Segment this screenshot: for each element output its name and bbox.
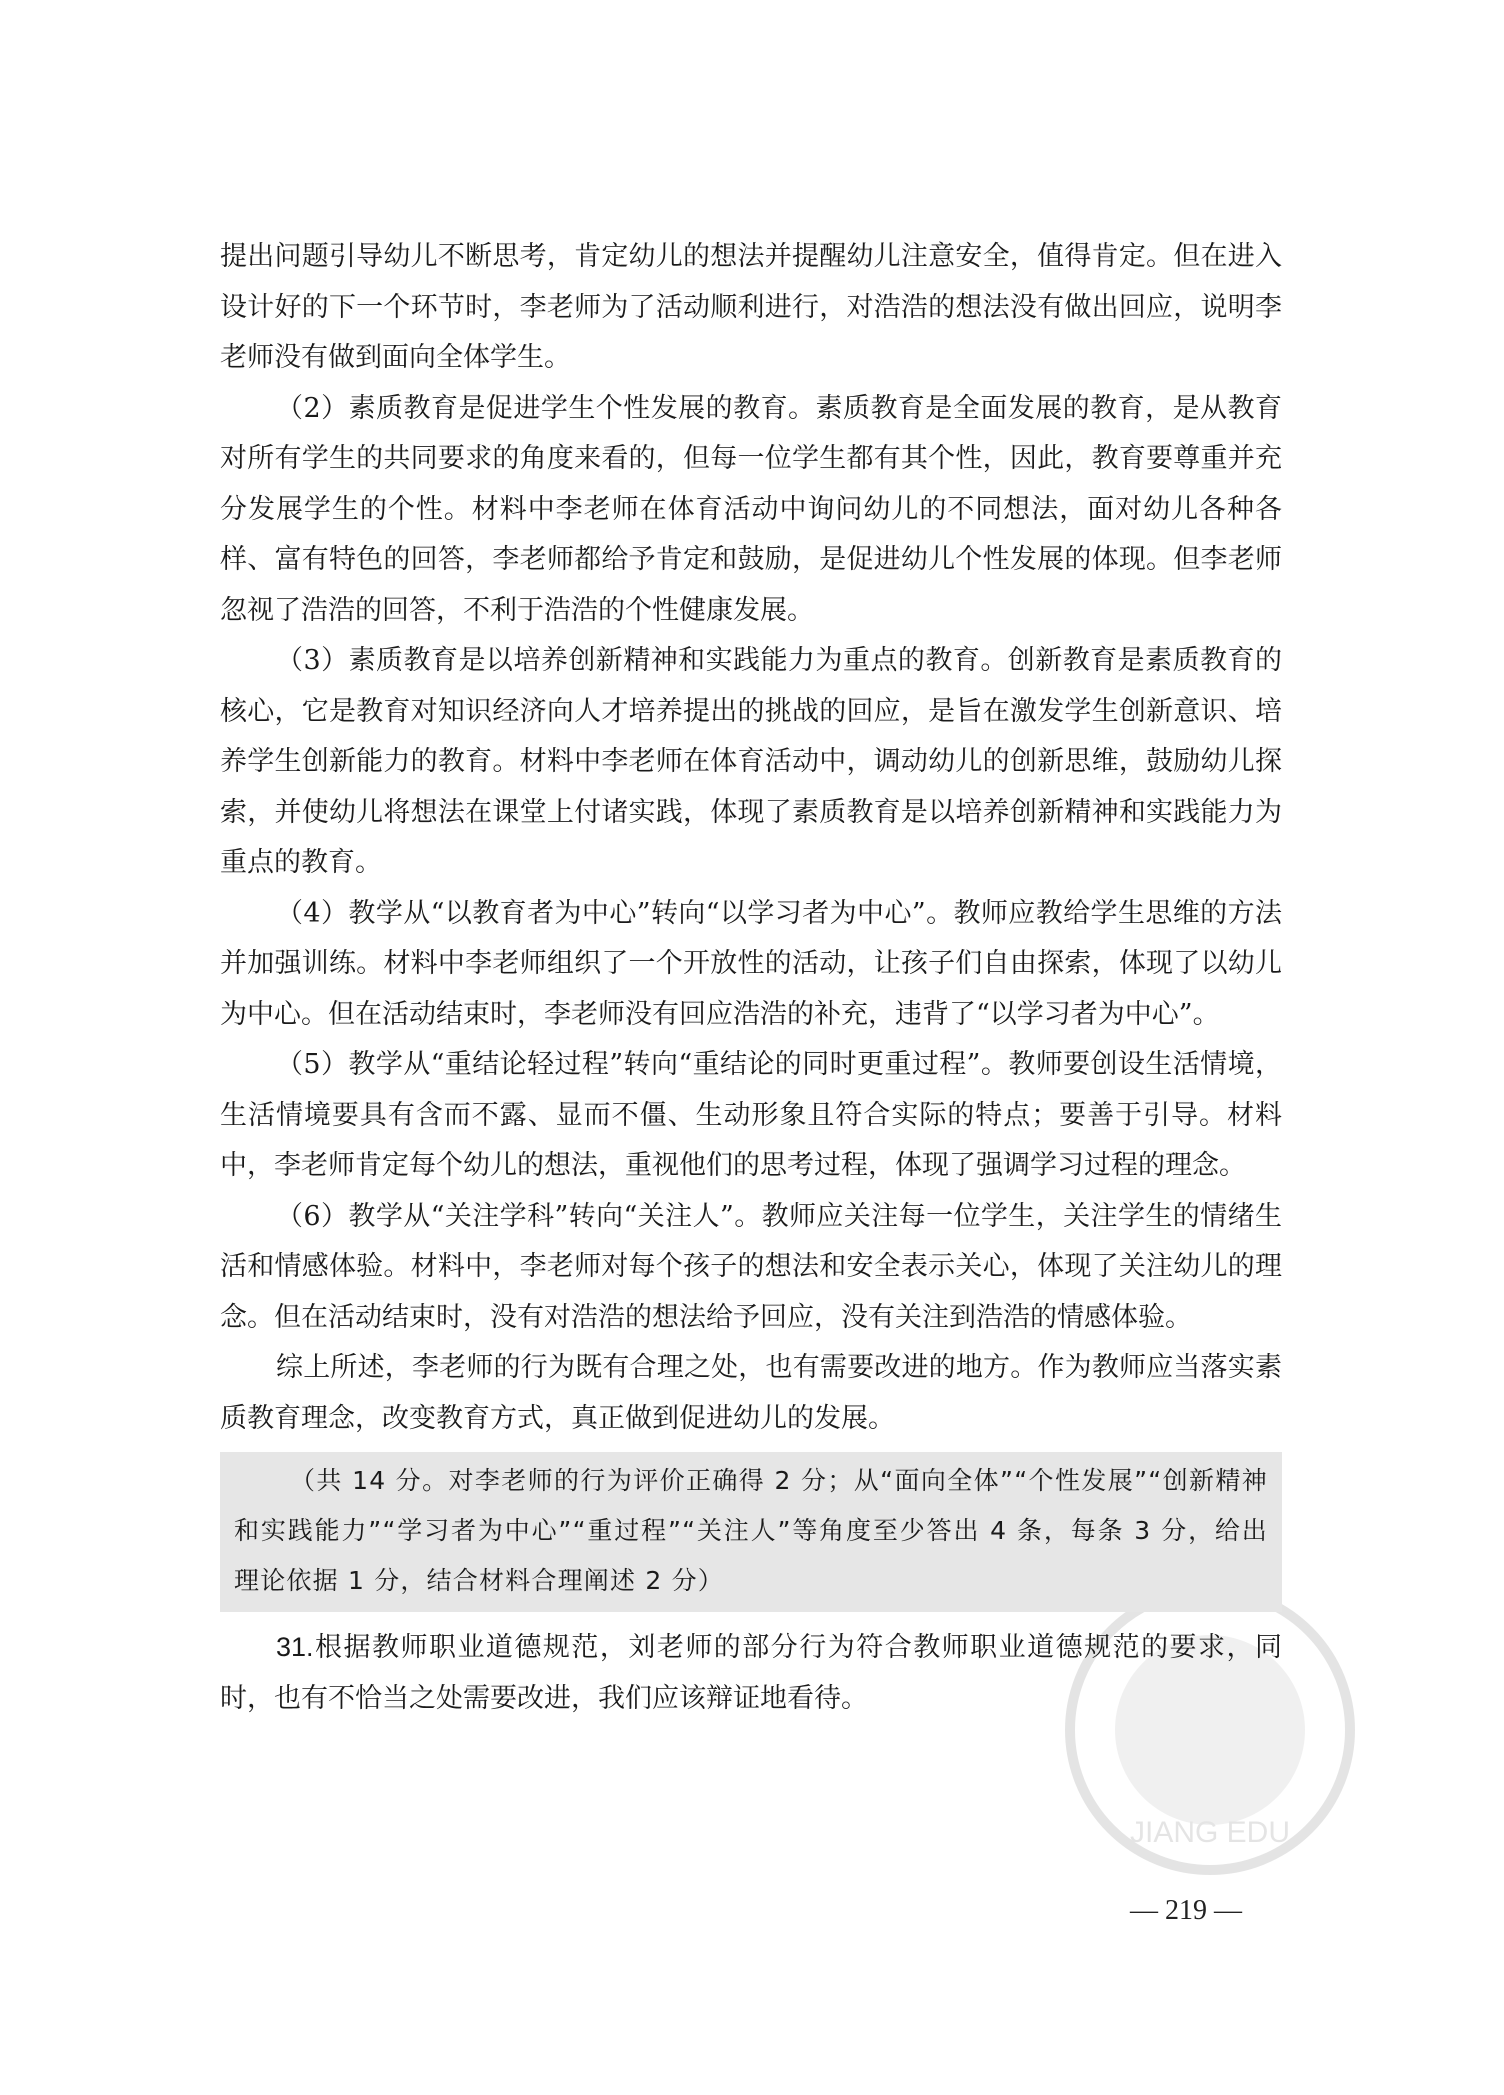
question-31 (220, 1622, 1282, 1724)
question-31-text: 根据教师职业道德规范，刘老师的部分行为符合教师职业道德规范的要求，同时，也有不恰当之处需要改进，我们应该辩证地看待。 (220, 1632, 1282, 1714)
watermark-text: JIANG EDU (1129, 1816, 1291, 1849)
paragraph-point-3: （3）素质教育是以培养创新精神和实践能力为重点的教育。创新教育是素质教育的核心，它是教育对知识经济向人才培养提出的挑战的回应，是旨在激发学生创新意识、培养学生创新能力的教育。材料中李老师在体育活动中，调动幼儿的创新思维，鼓励幼儿探索，并使幼儿将想法在课堂上付诸实践，体现了素质教育是以培养创新精神和实践能力为重点的教育。 (220, 645, 1282, 878)
paragraph-continuation: 提出问题引导幼儿不断思考，肯定幼儿的想法并提醒幼儿注意安全，值得肯定。但在进入设计好的下一个环节时，李老师为了活动顺利进行，对浩浩的想法没有做出回应，说明李老师没有做到面向全体学生。 (220, 241, 1282, 373)
document-body (220, 232, 1282, 1724)
question-31-number: 31. (276, 1632, 314, 1662)
paragraph-point-6: （6）教学从“关注学科”转向“关注人”。教师应关注每一位学生，关注学生的情绪生活和情感体验。材料中，李老师对每个孩子的想法和安全表示关心，体现了关注幼儿的理念。但在活动结束时，没有对浩浩的想法给予回应，没有关注到浩浩的情感体验。 (220, 1200, 1282, 1333)
paragraph-point-2: （2）素质教育是促进学生个性发展的教育。素质教育是全面发展的教育，是从教育对所有学生的共同要求的角度来看的，但每一位学生都有其个性，因此，教育要尊重并充分发展学生的个性。材料中李老师在体育活动中询问幼儿的不同想法，面对幼儿各种各样、富有特色的回答，李老师都给予肯定和鼓励，是促进幼儿个性发展的体现。但李老师忽视了浩浩的回答，不利于浩浩的个性健康发展。 (220, 392, 1282, 626)
page-number: — 219 — (1130, 1895, 1242, 1926)
paragraph-point-4: （4）教学从“以教育者为中心”转向“以学习者为中心”。教师应教给学生思维的方法并加强训练。材料中李老师组织了一个开放性的活动，让孩子们自由探索，体现了以幼儿为中心。但在活动结束时，李老师没有回应浩浩的补充，违背了“以学习者为中心”。 (220, 897, 1282, 1030)
scoring-note: （共 14 分。对李老师的行为评价正确得 2 分；从“面向全体”“个性发展”“创新精神和实践能力”“学习者为中心”“重过程”“关注人”等角度至少答出 4 条，每条 3 分，给出理论依据 1 分，结合材料合理阐述 2 分） (220, 1452, 1282, 1612)
paragraph-point-5: （5）教学从“重结论轻过程”转向“重结论的同时更重过程”。教师要创设生活情境，生活情境要具有含而不露、显而不僵、生动形象且符合实际的特点；要善于引导。材料中，李老师肯定每个幼儿的想法，重视他们的思考过程，体现了强调学习过程的理念。 (220, 1049, 1282, 1181)
paragraph-summary: 综上所述，李老师的行为既有合理之处，也有需要改进的地方。作为教师应当落实素质教育理念，改变教育方式，真正做到促进幼儿的发展。 (220, 1352, 1282, 1434)
